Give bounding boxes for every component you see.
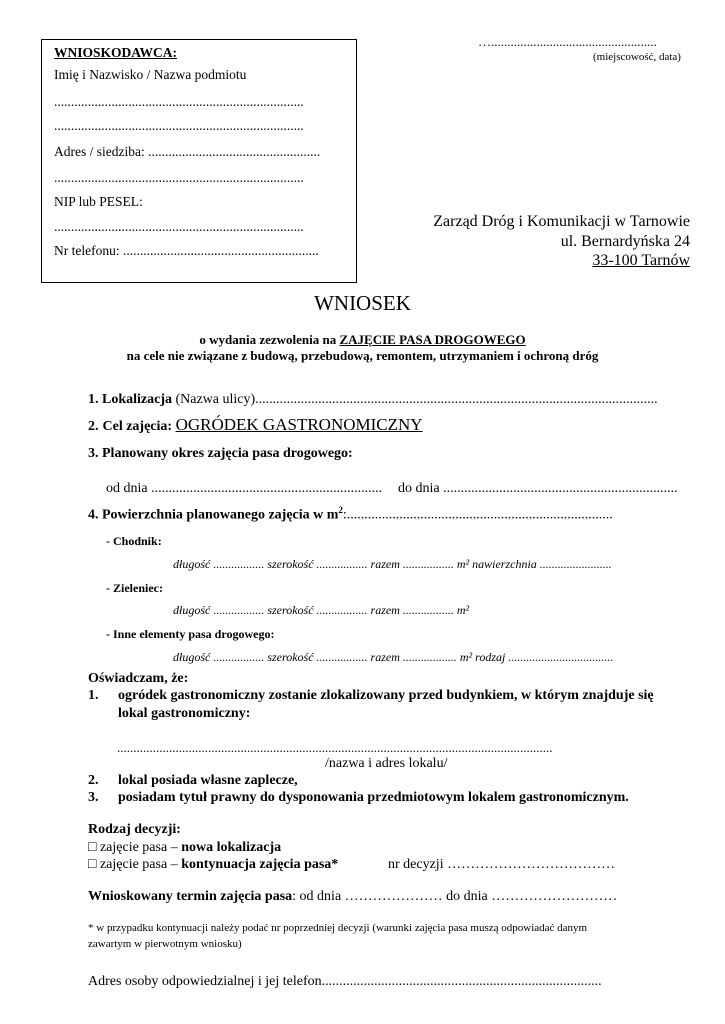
item-area-label: Powierzchnia planowanego zajęcia w m (102, 507, 339, 523)
decision-option-new[interactable] (88, 840, 281, 856)
item-period-label: Planowany okres zajęcia pasa drogowego: (102, 446, 353, 461)
other-elements-measurements[interactable]: długość ................. szerokość ................. razem .................. m² rodzaj ................................... (173, 650, 614, 664)
applicant-phone-field[interactable]: Nr telefonu: .......................................................... (54, 243, 319, 258)
item-purpose (88, 415, 423, 435)
period-to-field[interactable]: do dnia ................................................................... (398, 481, 678, 496)
applicant-name-line-1[interactable]: .......................................................................... (54, 94, 304, 109)
decision-option-continuation-label: kontynuacja zajęcia pasa* (181, 857, 339, 872)
applicant-address-line[interactable]: .......................................................................... (54, 170, 304, 185)
declaration-2-text: lokal posiada własne zaplecze, (118, 773, 298, 788)
applicant-heading: WNIOSKODAWCA: (54, 45, 178, 60)
applicant-address-field[interactable]: Adres / siedziba: ................................................... (54, 144, 321, 159)
applicant-nip-line[interactable]: .......................................................................... (54, 219, 304, 234)
item-area-superscript: 2 (338, 505, 343, 515)
footnote-line-2: zawartym w pierwotnym wniosku) (88, 938, 242, 950)
footnote-line-1: * w przypadku kontynuacji należy podać nr poprzedniej decyzji (warunki zajęcia pasa muszą odpowiadać danym (88, 922, 588, 934)
recipient-street: ul. Bernardyńska 24 (560, 232, 690, 250)
subtitle-line-1 (0, 332, 725, 348)
declaration-1-number: 1. (88, 688, 99, 703)
declaration-1-text-cont: lokal gastronomiczny: (118, 706, 251, 721)
venue-label: /nazwa i adres lokalu/ (325, 756, 448, 771)
item-purpose-value: OGRÓDEK GASTRONOMICZNY (175, 415, 423, 434)
decision-option-new-label: nowa lokalizacja (181, 840, 282, 855)
contact-field[interactable]: Adres osoby odpowiedzialnej i jej telefon................................................................................ (88, 974, 602, 989)
place-date-label: (miejscowość, data) (593, 51, 681, 63)
item-period (88, 446, 353, 462)
recipient-city: 33-100 Tarnów (592, 252, 690, 269)
sidewalk-measurements[interactable]: długość ................. szerokość ................. razem ................. m² nawierzchnia ........................ (173, 557, 612, 571)
recipient-block (433, 212, 690, 271)
item-area[interactable] (88, 505, 613, 524)
declaration-3-number: 3. (88, 790, 99, 805)
declaration-heading: Oświadczam, że: (88, 671, 189, 686)
item-area-number: 4. (88, 507, 99, 523)
decision-number-field[interactable]: nr decyzji ……………………………… (388, 857, 616, 872)
declaration-3-text: posiadam tytuł prawny do dysponowania przedmiotowym lokalem gastronomicznym. (118, 790, 629, 805)
subtitle-emphasis: ZAJĘCIE PASA DROGOWEGO (339, 332, 526, 347)
applicant-nip-label: NIP lub PESEL: (54, 194, 143, 209)
declaration-1-text: ogródek gastronomiczny zostanie zlokalizowany przed budynkiem, w którym znajduje się (118, 688, 654, 703)
requested-term[interactable] (88, 889, 617, 905)
other-elements-label: - Inne elementy pasa drogowego: (106, 627, 275, 641)
item-location[interactable] (88, 392, 658, 408)
declaration-2-number: 2. (88, 773, 99, 788)
green-label: - Zieleniec: (106, 581, 163, 595)
recipient-name: Zarząd Dróg i Komunikacji w Tarnowie (433, 213, 690, 230)
item-period-number: 3. (88, 446, 99, 461)
applicant-box (41, 39, 357, 283)
sidewalk-label: - Chodnik: (106, 534, 162, 548)
item-location-label: Lokalizacja (102, 392, 172, 407)
requested-term-field[interactable]: : od dnia ………………… do dnia ……………………… (292, 889, 618, 904)
item-location-field[interactable]: (Nazwa ulicy)................................................................................................................... (172, 392, 658, 407)
item-location-number: 1. (88, 392, 99, 407)
subtitle-line-2: na cele nie związane z budową, przebudową, remontem, utrzymaniem i ochroną dróg (126, 348, 599, 363)
green-measurements[interactable]: długość ................. szerokość ................. razem ................. m² (173, 603, 470, 617)
venue-field[interactable]: ...................................................................................................................................... (117, 740, 553, 755)
period-from-field[interactable]: od dnia .................................................................. (106, 481, 383, 496)
place-date-dots[interactable]: …................................................... (478, 34, 657, 49)
decision-option-new-prefix: □ zajęcie pasa – (88, 840, 182, 855)
requested-term-label: Wnioskowany termin zajęcia pasa (88, 889, 293, 904)
item-purpose-label: Cel zajęcia: (102, 419, 176, 434)
decision-heading: Rodzaj decyzji: (88, 822, 181, 837)
decision-option-continuation[interactable] (88, 857, 338, 873)
applicant-name-label: Imię i Nazwisko / Nazwa podmiotu (54, 67, 247, 82)
item-purpose-number: 2. (88, 419, 99, 434)
subtitle-prefix: o wydania zezwolenia na (199, 332, 340, 347)
item-area-field[interactable]: :............................................................................ (342, 507, 613, 523)
page-title: WNIOSEK (314, 291, 411, 315)
decision-option-continuation-prefix: □ zajęcie pasa – (88, 857, 182, 872)
applicant-name-line-2[interactable]: .......................................................................... (54, 118, 304, 133)
